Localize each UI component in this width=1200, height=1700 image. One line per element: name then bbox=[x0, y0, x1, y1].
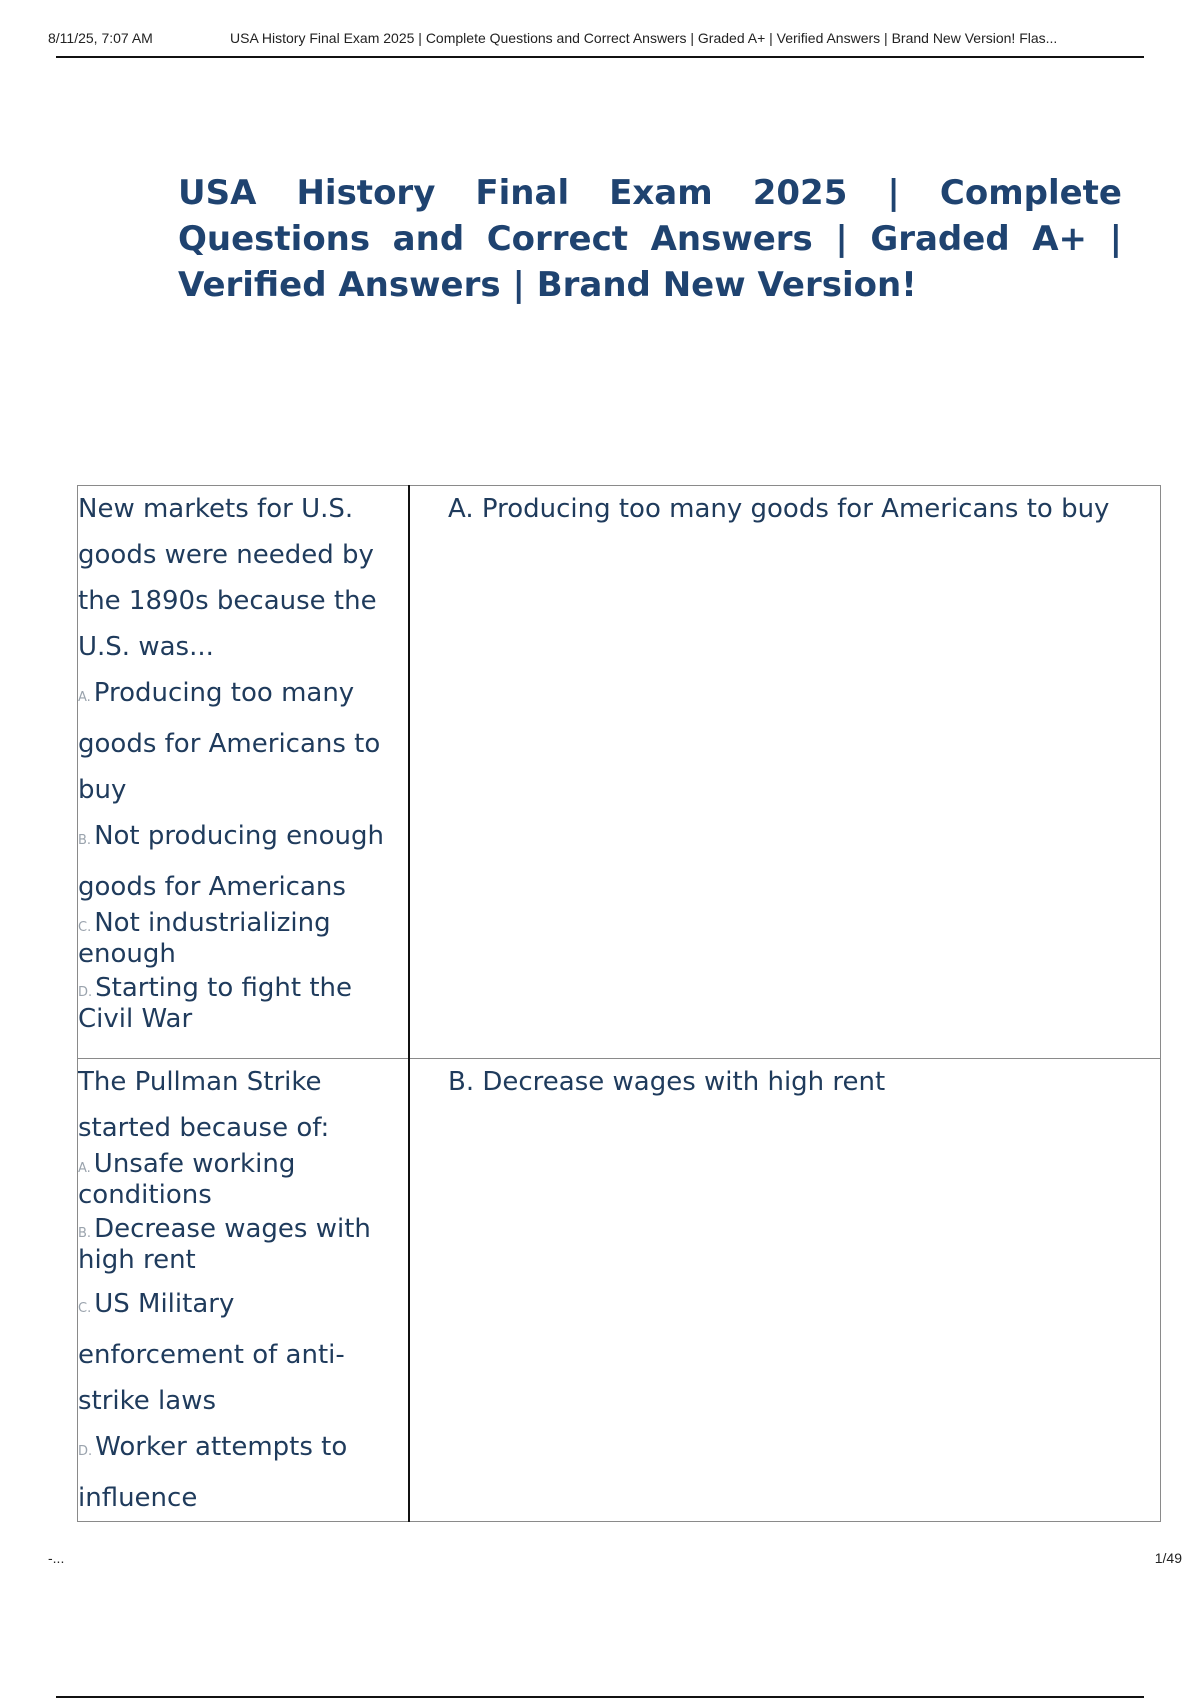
print-footer-url: -... bbox=[48, 1550, 65, 1566]
question-text: The Pullman Strike started because of: bbox=[78, 1067, 330, 1143]
option-letter: B. bbox=[78, 1226, 92, 1241]
print-header bbox=[48, 28, 1184, 50]
option-letter: C. bbox=[78, 1301, 92, 1316]
option-letter: C. bbox=[78, 920, 92, 935]
correct-answer-text: B. Decrease wages with high rent bbox=[448, 1067, 886, 1097]
flashcard-table bbox=[77, 485, 1161, 1522]
document-title: USA History Final Exam 2025 | Complete Questions and Correct Answers | Graded A+ | Verified Answers | Brand New Version! bbox=[178, 173, 1122, 305]
answer-option bbox=[78, 910, 408, 975]
answer-option bbox=[78, 1216, 408, 1281]
header-divider bbox=[56, 56, 1144, 58]
option-text: Not producing enough goods for Americans bbox=[78, 821, 384, 902]
option-text: Producing too many goods for Americans to buy bbox=[78, 678, 381, 805]
print-header-datetime: 8/11/25, 7:07 AM bbox=[48, 30, 153, 46]
option-letter: A. bbox=[78, 690, 91, 705]
option-letter: D. bbox=[78, 985, 93, 1000]
page-number: 1/49 bbox=[1154, 1550, 1182, 1566]
option-text: Not industrializing enough bbox=[78, 908, 331, 969]
correct-answer-text: A. Producing too many goods for Americans to buy bbox=[448, 494, 1110, 524]
answer-cell bbox=[409, 486, 1161, 1059]
footer-divider bbox=[56, 1696, 1144, 1698]
answer-cell bbox=[409, 1059, 1161, 1522]
answer-option bbox=[78, 813, 408, 910]
option-text: Worker attempts to influence bbox=[78, 1432, 348, 1513]
option-text: Unsafe working conditions bbox=[78, 1149, 296, 1210]
answer-option bbox=[78, 670, 408, 813]
question-cell bbox=[78, 486, 410, 1059]
option-letter: D. bbox=[78, 1444, 93, 1459]
answer-option bbox=[78, 975, 408, 1040]
flashcard-row bbox=[78, 486, 1161, 1059]
print-header-title: USA History Final Exam 2025 | Complete Questions and Correct Answers | Graded A+ | Verified Answers | Brand New Version! Flas... bbox=[230, 30, 1058, 46]
question-text: New markets for U.S. goods were needed by the 1890s because the U.S. was... bbox=[78, 494, 377, 662]
flashcard-row bbox=[78, 1059, 1161, 1522]
option-text: US Military enforcement of anti-strike laws bbox=[78, 1289, 345, 1416]
option-letter: A. bbox=[78, 1161, 91, 1176]
answer-option bbox=[78, 1151, 408, 1216]
option-text: Starting to fight the Civil War bbox=[78, 973, 352, 1034]
question-cell bbox=[78, 1059, 410, 1522]
option-letter: B. bbox=[78, 833, 92, 848]
answer-option bbox=[78, 1281, 408, 1424]
answer-option bbox=[78, 1424, 408, 1521]
option-text: Decrease wages with high rent bbox=[78, 1214, 371, 1275]
